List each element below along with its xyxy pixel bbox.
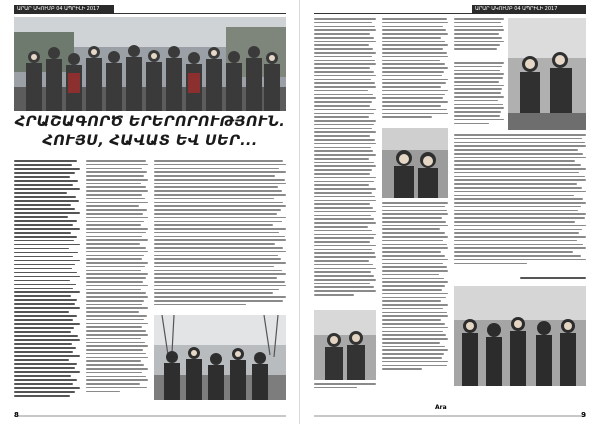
group-photo	[14, 17, 286, 111]
couple-photo	[314, 310, 376, 380]
left-running-head: ԱՐԱՐ ԱԿՈՒՄԲ 04 ԱՊՐԻԼԻ 2017	[14, 5, 114, 14]
right-head-rule	[314, 13, 472, 14]
right-body-column-3	[382, 202, 448, 382]
group-dance-photo	[454, 286, 586, 386]
conversation-photo	[508, 18, 586, 130]
body-column-1	[86, 160, 148, 398]
right-page-number: 9	[581, 411, 586, 419]
couple-photo-caption	[314, 383, 376, 391]
left-page-number: 8	[14, 411, 19, 419]
left-footer-rule	[14, 415, 286, 417]
right-body-column-4	[454, 18, 504, 58]
right-body-column-2	[382, 18, 448, 126]
right-running-head: ԱՐԱՐ ԱԿՈՒՄԲ 04 ԱՊՐԻԼԻ 2017	[472, 5, 586, 14]
right-body-column-5	[454, 62, 504, 130]
portrait-photo	[382, 128, 448, 198]
body-column-2	[154, 160, 286, 312]
intro-column	[14, 160, 80, 398]
left-head-rule	[114, 13, 286, 14]
author-byline	[520, 277, 586, 281]
right-body-column-6	[454, 134, 586, 274]
headline-line-2: ՀՈՒՅՍ, ՀԱՎԱՏ ԵՎ ՍԵՐ...	[42, 133, 258, 149]
headline-line-1: ՀՐԱՇԱԳՈՐԾ ԵՐԵՐՈՐՈՒԹՅՈՒՆ.	[14, 114, 286, 130]
article-headline	[14, 113, 286, 151]
right-footer-rule	[314, 415, 586, 417]
right-page	[300, 0, 600, 424]
street-photo	[154, 315, 286, 400]
right-body-column-1	[314, 18, 376, 308]
publication-logo: Ara	[435, 404, 447, 411]
